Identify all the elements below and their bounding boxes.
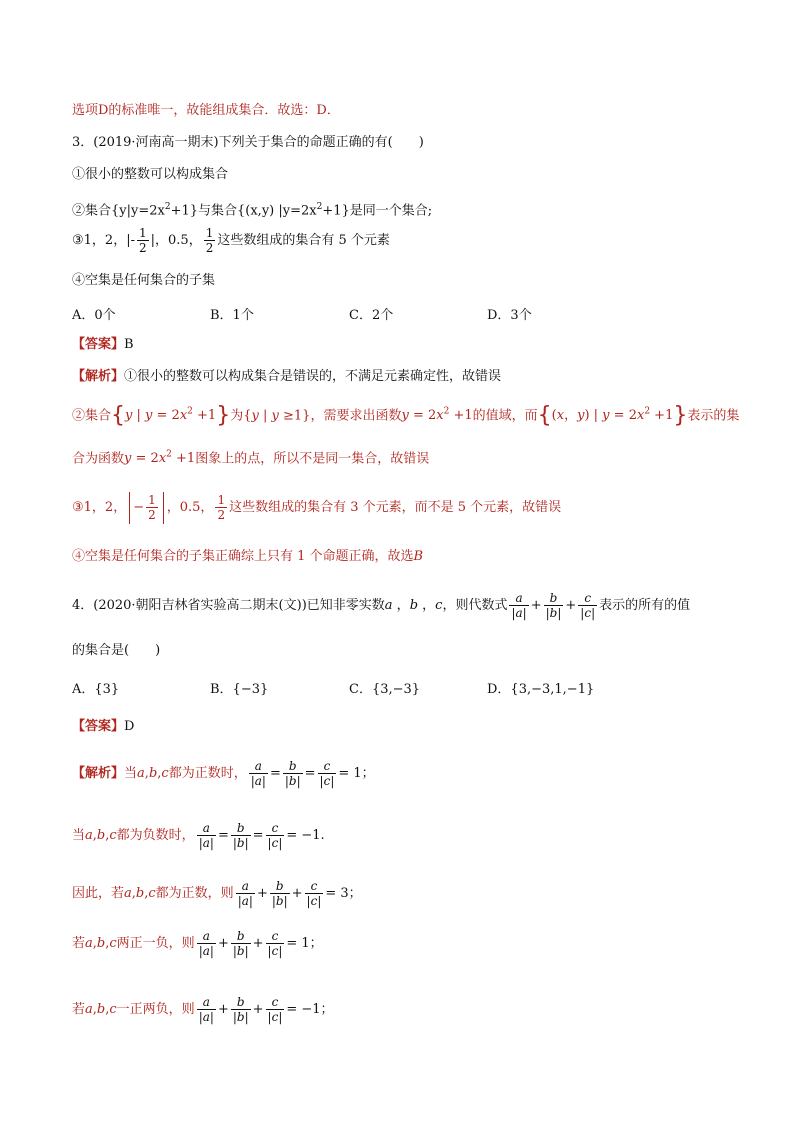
q4-explain-2: 当a,b,c都为负数时， $\frac{a}{|a|}$ = $\frac{b}{|b|}$ = $\frac{c}{|c|}$ = −1.	[72, 821, 325, 850]
q3-option-d: D．3个	[487, 308, 532, 323]
q3-answer: 【答案】B	[72, 337, 134, 352]
q3-explain-3: ③1，2， − $\frac{1}{2}$ ，0.5， $\frac{1}{2}$ 这些数组成的集合有 3 个元素，而不是 5 个元素，故错误	[72, 493, 562, 522]
fraction: $\frac{1}{2}$	[217, 493, 226, 522]
q4-answer: 【答案】D	[72, 719, 135, 734]
q3-explain-4: ④空集是任何集合的子集正确综上只有 1 个命题正确，故选B	[72, 549, 424, 564]
q4-explain-5: 若a,b,c一正两负，则 $\frac{a}{|a|}$ + $\frac{b}{|b|}$ + $\frac{c}{|c|}$ = −1；	[72, 995, 334, 1024]
q3-option-a: A．0个	[72, 308, 116, 323]
q3-statement-1: ①很小的整数可以构成集合	[72, 167, 229, 182]
fraction: $\frac{1}{2}$	[138, 226, 147, 255]
q3-explain-1: 【解析】①很小的整数可以构成集合是错误的，不满足元素确定性，故错误	[72, 369, 502, 384]
q4-option-d: D．{3,−3,1,−1}	[487, 682, 595, 697]
q4-option-a: A．{3}	[72, 682, 120, 697]
fraction: $\frac{1}{2}$	[148, 493, 156, 522]
fraction: $\frac{1}{2}$	[205, 226, 214, 255]
q4-explain-3: 因此，若a,b,c都为正数，则 $\frac{a}{|a|}$ + $\frac{b}{|b|}$ + $\frac{c}{|c|}$ = 3；	[72, 879, 362, 908]
q3-option-c: C．2个	[349, 308, 394, 323]
q4-stem: 4．(2020·朝阳吉林省实验高二期末(文))已知非零实数a ，b ，c，则代数式 $\frac{a}{|a|}$ + $\frac{b}{|b|}$ + $\frac{c}{|c|}$ 表示的所有的值	[72, 591, 691, 620]
q3-statement-2: ②集合$\{y|y=2x^2+1\}$与集合{(x,y) $|y=2x^2+1$}是同一个集合;	[72, 202, 433, 219]
q4-option-b: B．{−3}	[210, 682, 269, 697]
q3-stem: 3．(2019·河南高一期末)下列关于集合的命题正确的有( )	[72, 135, 424, 150]
q3-option-b: B．1个	[210, 308, 254, 323]
q3-explain-2: ②集合{y | $y = 2x^2 +1$}为{y | y ≥1}，需要求出函数$y = 2x^2 +1$的值域，而{(x，y) | $y = 2x^2 +1$}表示的集	[72, 402, 740, 428]
q3-statement-3: ③1，2，|- $\frac{1}{2}$ |，0.5， $\frac{1}{2}$ 这些数组成的集合有 5 个元素	[72, 226, 390, 255]
q3-explain-2-cont: 合为函数$y = 2x^2 +1$图象上的点，所以不是同一集合，故错误	[72, 450, 430, 467]
q4-explain-1: 【解析】当a,b,c都为正数时， $\frac{a}{|a|}$ = $\frac{b}{|b|}$ = $\frac{c}{|c|}$ = 1；	[72, 759, 375, 788]
prev-conclusion: 选项D的标准唯一，故能组成集合．故选：D．	[72, 103, 340, 118]
q4-explain-4: 若a,b,c两正一负，则 $\frac{a}{|a|}$ + $\frac{b}{|b|}$ + $\frac{c}{|c|}$ = 1；	[72, 929, 323, 958]
q4-stem-cont: 的集合是( )	[72, 643, 161, 658]
q4-option-c: C．{3,−3}	[349, 682, 421, 697]
q3-statement-4: ④空集是任何集合的子集	[72, 273, 216, 288]
